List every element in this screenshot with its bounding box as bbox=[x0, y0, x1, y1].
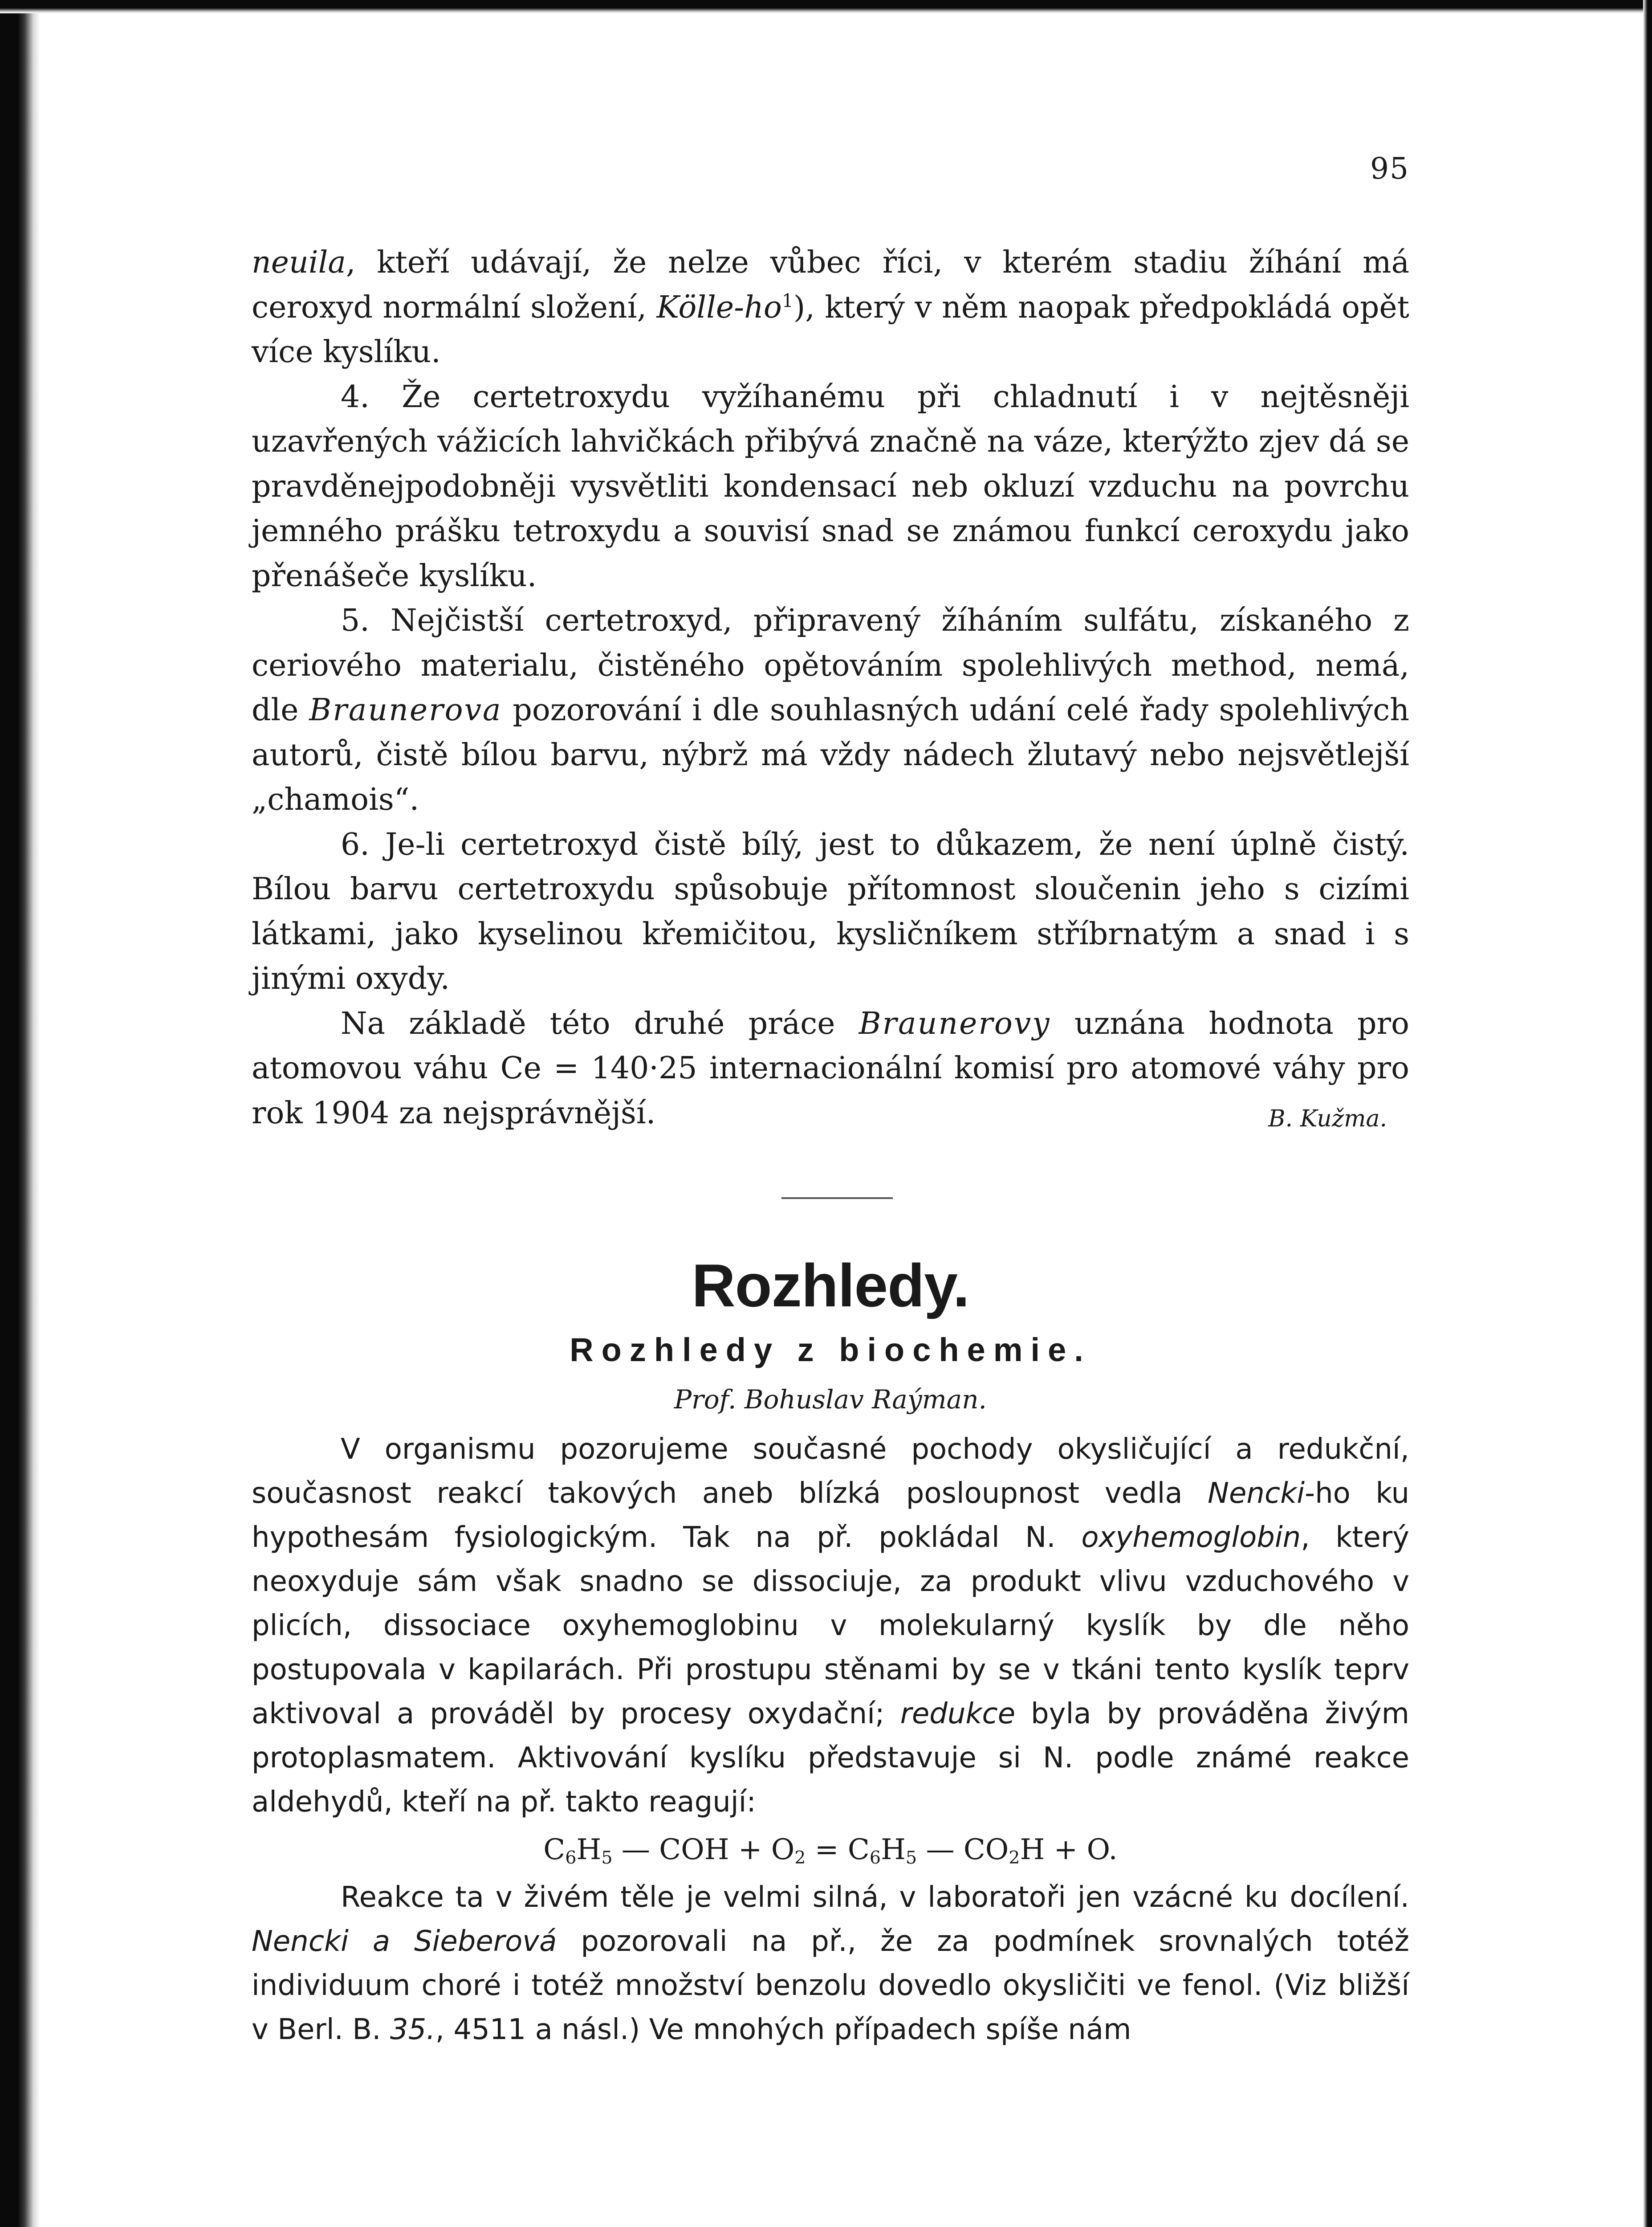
paragraph-6: 6. Je-li certetroxyd čistě bílý, jest to důkazem, že není úplně čistý. Bílou barvu certetroxydu spůsobuje přítomnost sloučenin jeho s cizími látkami, jako kyselinou křemičitou, kysličníkem stříbrnatým a snad i s jinými oxydy. bbox=[252, 827, 1409, 996]
chemical-equation bbox=[252, 1824, 1409, 1876]
paragraph-7 bbox=[252, 1002, 1409, 1136]
formula-part: H + O. bbox=[1020, 1833, 1118, 1866]
formula-part: C bbox=[847, 1833, 870, 1866]
section-title: Rozhledy. bbox=[692, 1252, 969, 1319]
paragraph-intro bbox=[252, 1428, 1409, 1824]
formula-sub: 6 bbox=[869, 1847, 881, 1868]
formula-sub: 6 bbox=[565, 1847, 577, 1868]
volume-number: 35. bbox=[390, 2013, 435, 2046]
text-run: , který neoxyduje sám však snadno se dissociuje, za produkt vlivu vzduchového v plicích, dissociace oxyhemoglobinu v molekularný kyslík by dle něho postupovala v kapilarách. Při prostupu stěnami by se v tkáni tento kyslík teprv aktivoval a prováděl by procesy oxydační; bbox=[252, 1521, 1410, 1730]
text-run: pozorovali na př., že za podmínek srovnalých totéž individuum choré i totéž množství benzolu dovedlo okysličiti ve fenol. (Viz bližší v Berl. B. bbox=[252, 1925, 1410, 2046]
formula-sub: 5 bbox=[601, 1847, 613, 1868]
paragraph-reaction bbox=[252, 1876, 1409, 2052]
formula-part: — COH + O bbox=[612, 1833, 795, 1866]
article-continuation bbox=[252, 241, 1409, 1141]
formula-part: H bbox=[881, 1833, 906, 1866]
section-subtitle: Rozhledy z biochemie. bbox=[570, 1331, 1091, 1368]
scan-border-left bbox=[0, 0, 40, 2227]
text-run: ), který v něm naopak předpokládá opět více kyslíku. bbox=[252, 290, 1409, 370]
text-run: Reakce ta v živém těle je velmi silná, v laboratoři jen vzácné ku docílení. bbox=[341, 1881, 1409, 1914]
page-number: 95 bbox=[1370, 151, 1409, 186]
name-nencki: Nencki bbox=[1208, 1477, 1305, 1510]
paragraph-3-end bbox=[252, 241, 1409, 375]
formula-sub: 2 bbox=[794, 1847, 806, 1868]
text-run: 5. Nejčistší certetroxyd, připravený žíháním sulfátu, získaného z ceriového materialu, čistěného opětováním spolehlivých method, nemá, dle bbox=[252, 603, 1409, 728]
term-redukce: redukce bbox=[900, 1697, 1016, 1730]
formula-part: H bbox=[576, 1833, 602, 1866]
scan-border-right bbox=[1643, 0, 1652, 2227]
formula-equals: = bbox=[806, 1833, 848, 1866]
text-run: pozorování i dle souhlasných udání celé řady spolehlivých autorů, čistě bílou barvu, nýbrž má vždy nádech žlutavý nebo nejsvětlejší „chamois“. bbox=[252, 693, 1409, 817]
formula-part: C bbox=[543, 1833, 566, 1866]
text-run: , 4511 a násl.) Ve mnohých případech spíše nám bbox=[435, 2013, 1131, 2046]
text-run: V organismu pozorujeme současné pochody okysličující a redukční, současnost reakcí takových aneb blízká posloupnost vedla bbox=[252, 1433, 1409, 1510]
article-biochemie bbox=[252, 1428, 1409, 2052]
scan-border-top bbox=[0, 0, 1652, 13]
cited-author-kolle: Kölle-ho bbox=[656, 290, 782, 325]
text-run: byla by prováděna živým protoplasmatem. Aktivování kyslíku představuje si N. podle známé reakce aldehydů, kteří na př. takto reagují: bbox=[252, 1697, 1410, 1819]
paragraph-5 bbox=[252, 599, 1409, 823]
text-run: , kteří udávají, že nelze vůbec říci, v kterém stadiu žíhání má ceroxyd normální složení, bbox=[252, 245, 1409, 325]
signature: B. Kužma. bbox=[1268, 1105, 1387, 1132]
formula-sub: 5 bbox=[905, 1847, 917, 1868]
section-author: Prof. Bohuslav Raýman. bbox=[674, 1384, 987, 1415]
formula-part: — CO bbox=[917, 1833, 1009, 1866]
text-run: Na základě této druhé práce bbox=[341, 1006, 859, 1041]
section-divider bbox=[781, 1197, 893, 1199]
term-oxyhemoglobin: oxyhemoglobin bbox=[1081, 1521, 1301, 1554]
text-run: uznána hodnota pro atomovou váhu Ce = 140·25 internacionální komisí pro atomové váhy pro rok 1904 za nejsprávnější. bbox=[252, 1006, 1409, 1131]
italic-author: neuila bbox=[252, 245, 346, 280]
footnote-ref: 1 bbox=[781, 290, 793, 311]
names-nencki-sieberova: Nencki a Sieberová bbox=[252, 1925, 557, 1958]
text-run: -ho ku hypothesám fysiologickým. Tak na př. pokládal N. bbox=[252, 1477, 1410, 1554]
cited-author-brauner: Braunerova bbox=[309, 693, 502, 728]
cited-author-brauner-2: Braunerovy bbox=[859, 1006, 1051, 1041]
paragraph-4: 4. Že certetroxydu vyžíhanému při chladnutí i v nejtěsněji uzavřených vážicích lahvičkách přibývá značně na váze, kterýžto zjev dá se pravděnejpodobněji vysvětliti kondensací neb okluzí vzduchu na povrchu jemného prášku tetroxydu a souvisí snad se známou funkcí ceroxydu jako přenášeče kyslíku. bbox=[252, 379, 1409, 594]
formula-sub: 2 bbox=[1009, 1847, 1020, 1868]
